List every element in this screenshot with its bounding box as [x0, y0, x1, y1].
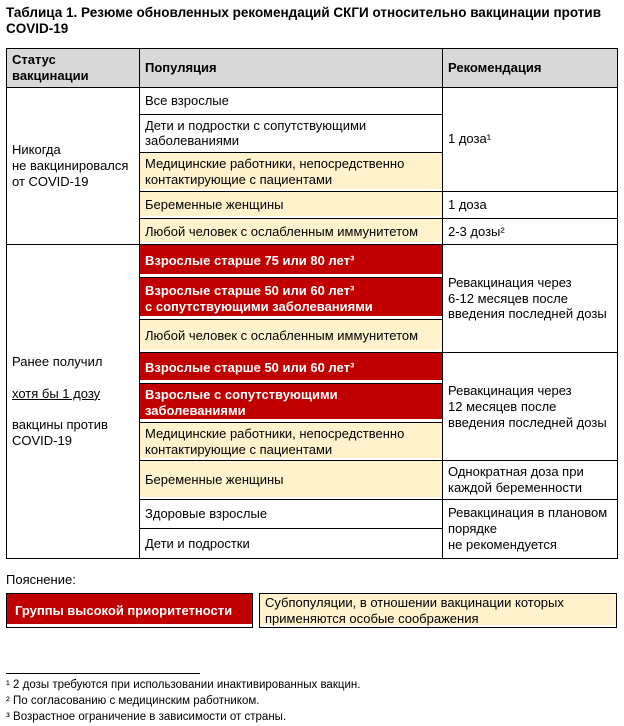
legend-subpopulations-box [259, 593, 617, 628]
population-cell-adults-comorbidities: Взрослые с сопутствующими заболеваниями [140, 384, 443, 423]
recommendation-cell-not-recommended: Ревакцинация в плановом порядке не рекомендуется [443, 500, 618, 559]
recommendation-cell-1-dose-pregnant: 1 доза [443, 192, 618, 219]
footnote-2: ² По согласованию с медицинским работником. [6, 695, 260, 708]
population-cell-all-adults: Все взрослые [140, 87, 443, 114]
population-cell-children-comorbidities: Дети и подростки с сопутствующими заболеваниями [140, 114, 443, 153]
recommendation-cell-2-3-doses: 2-3 дозы² [443, 219, 618, 245]
footnote-1: ¹ 2 дозы требуются при использовании инактивированных вакцин. [6, 679, 361, 692]
population-cell-immunocompromised: Любой человек с ослабленным иммунитетом [140, 219, 443, 245]
status-text-line1: Ранее получил [12, 354, 103, 369]
legend-high-priority-box [6, 593, 253, 628]
legend-label: Пояснение: [6, 572, 76, 588]
population-cell-health-workers-2: Медицинские работники, непосредственно контактирующие с пациентами [140, 422, 443, 461]
population-cell-children-adolescents: Дети и подростки [140, 529, 443, 559]
status-text-rest: вакцины против COVID-19 [12, 417, 108, 449]
population-cell-pregnant-women-2: Беременные женщины [140, 461, 443, 500]
footnote-3: ³ Возрастное ограничение в зависимости от страны. [6, 710, 287, 723]
header-status: Статус вакцинации [7, 48, 140, 87]
recommendation-cell-1-dose: 1 доза¹ [443, 87, 618, 191]
recommendation-cell-single-dose-pregnancy: Однократная доза при каждой беременности [443, 461, 618, 500]
status-text-underlined: хотя бы 1 дозу [12, 385, 101, 401]
population-cell-healthy-adults: Здоровые взрослые [140, 500, 443, 529]
population-cell-adults-50-60: Взрослые старше 50 или 60 лет³ [140, 353, 443, 384]
population-cell-adults-75-80: Взрослые старше 75 или 80 лет³ [140, 245, 443, 278]
header-recommendation: Рекомендация [443, 48, 618, 87]
recommendation-cell-revacc-12: Ревакцинация через 12 месяцев после введения последней дозы [443, 353, 618, 461]
table-row [7, 245, 618, 278]
table-title: Таблица 1. Резюме обновленных рекомендаций СКГИ относительно вакцинации против COVID-19 [6, 5, 602, 36]
status-cell-never-vaccinated: Никогда не вакцинировался от COVID-19 [7, 87, 140, 244]
recommendation-cell-revacc-6-12: Ревакцинация через 6-12 месяцев после введения последней дозы [443, 245, 618, 353]
footnote-separator [6, 673, 200, 674]
header-row [7, 48, 618, 87]
legend [6, 593, 617, 628]
population-cell-immunocompromised-2: Любой человек с ослабленным иммунитетом [140, 320, 443, 353]
table-row [7, 87, 618, 114]
population-cell-health-workers: Медицинские работники, непосредственно контактирующие с пациентами [140, 153, 443, 192]
legend-subpopulations-label: Субпопуляции, в отношении вакцинации которых применяются особые соображения [265, 594, 564, 626]
vaccination-table [6, 48, 618, 559]
header-population: Популяция [140, 48, 443, 87]
population-cell-adults-50-60-comorbidities: Взрослые старше 50 или 60 лет³ с сопутствующими заболеваниями [140, 278, 443, 320]
population-cell-pregnant-women: Беременные женщины [140, 192, 443, 219]
footnotes [6, 678, 617, 726]
legend-high-priority-label: Группы высокой приоритетности [15, 602, 233, 618]
status-cell-previously-vaccinated [7, 245, 140, 559]
